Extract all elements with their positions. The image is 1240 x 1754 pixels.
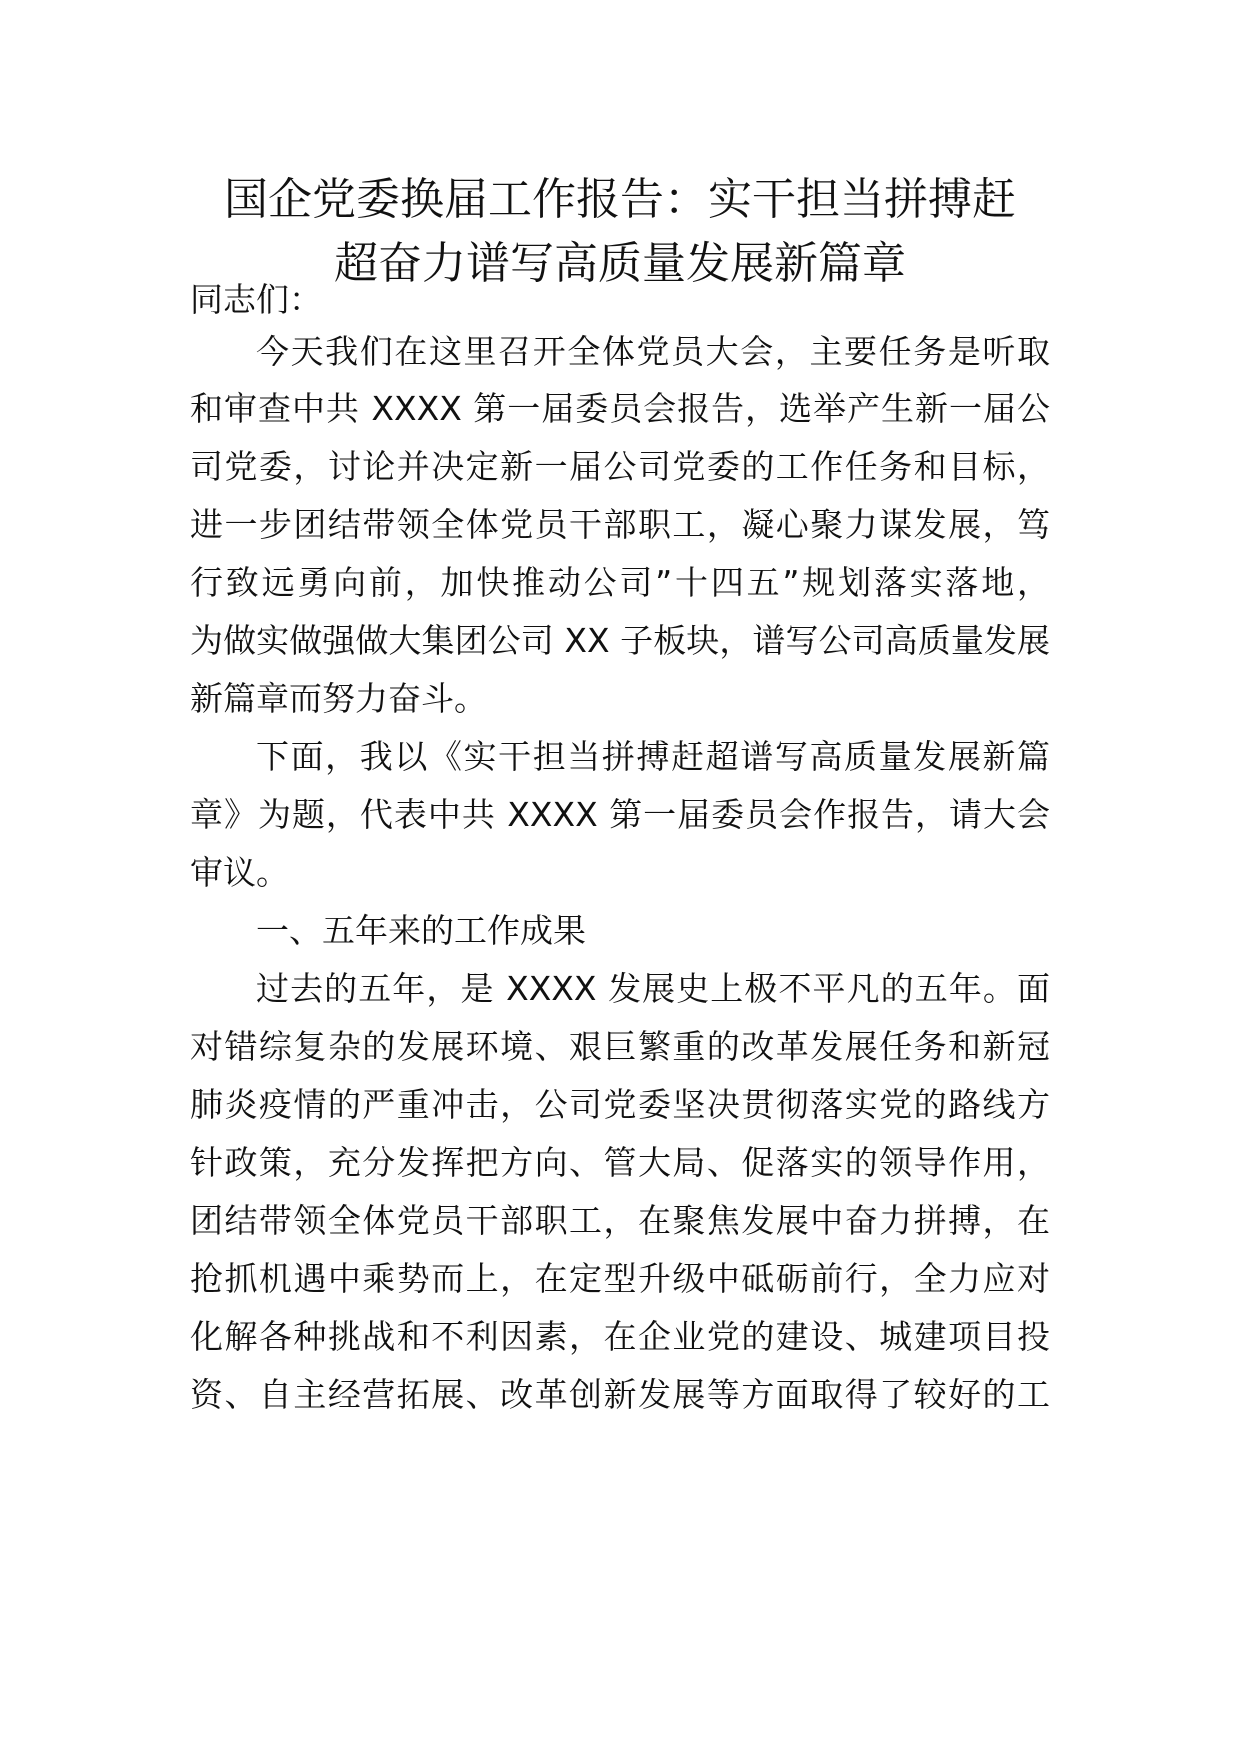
paragraph-1-line-7: 新篇章而努力奋斗。 — [190, 679, 487, 718]
paragraph-2-line-2: 章》为题，代表中共 XXXX 第一届委员会作报告，请大会 — [190, 795, 1050, 834]
document-title-line-2: 超奋力谱写高质量发展新篇章 — [334, 238, 906, 289]
paragraph-1-line-3: 司党委，讨论并决定新一届公司党委的工作任务和目标， — [190, 447, 1050, 486]
paragraph-3-line-8: 资、自主经营拓展、改革创新发展等方面取得了较好的工 — [190, 1375, 1050, 1414]
section-heading-1: 一、五年来的工作成果 — [256, 911, 586, 950]
paragraph-3-line-7: 化解各种挑战和不利因素，在企业党的建设、城建项目投 — [190, 1317, 1050, 1356]
paragraph-3-line-2: 对错综复杂的发展环境、艰巨繁重的改革发展任务和新冠 — [190, 1027, 1050, 1066]
paragraph-3-line-6: 抢抓机遇中乘势而上，在定型升级中砥砺前行，全力应对 — [190, 1259, 1050, 1298]
document-title-line-1: 国企党委换届工作报告：实干担当拼搏赶 — [224, 174, 1016, 225]
paragraph-2-line-3: 审议。 — [190, 853, 289, 892]
paragraph-1-line-6: 为做实做强做大集团公司 XX 子板块，谱写公司高质量发展 — [190, 621, 1050, 660]
paragraph-1-line-2: 和审查中共 XXXX 第一届委员会报告，选举产生新一届公 — [190, 389, 1050, 428]
paragraph-2-line-1: 下面，我以《实干担当拼搏赶超谱写高质量发展新篇 — [256, 737, 1050, 776]
paragraph-3-line-3: 肺炎疫情的严重冲击，公司党委坚决贯彻落实党的路线方 — [190, 1085, 1050, 1124]
paragraph-3-line-5: 团结带领全体党员干部职工，在聚焦发展中奋力拼搏，在 — [190, 1201, 1050, 1240]
paragraph-3-line-4: 针政策，充分发挥把方向、管大局、促落实的领导作用， — [190, 1143, 1050, 1182]
paragraph-3-line-1: 过去的五年，是 XXXX 发展史上极不平凡的五年。面 — [256, 969, 1050, 1008]
salutation: 同志们： — [190, 280, 322, 319]
paragraph-1-line-1: 今天我们在这里召开全体党员大会，主要任务是听取 — [256, 332, 1050, 371]
paragraph-1-line-4: 进一步团结带领全体党员干部职工，凝心聚力谋发展，笃 — [190, 505, 1050, 544]
paragraph-1-line-5: 行致远勇向前，加快推动公司”十四五”规划落实落地， — [190, 563, 1050, 602]
